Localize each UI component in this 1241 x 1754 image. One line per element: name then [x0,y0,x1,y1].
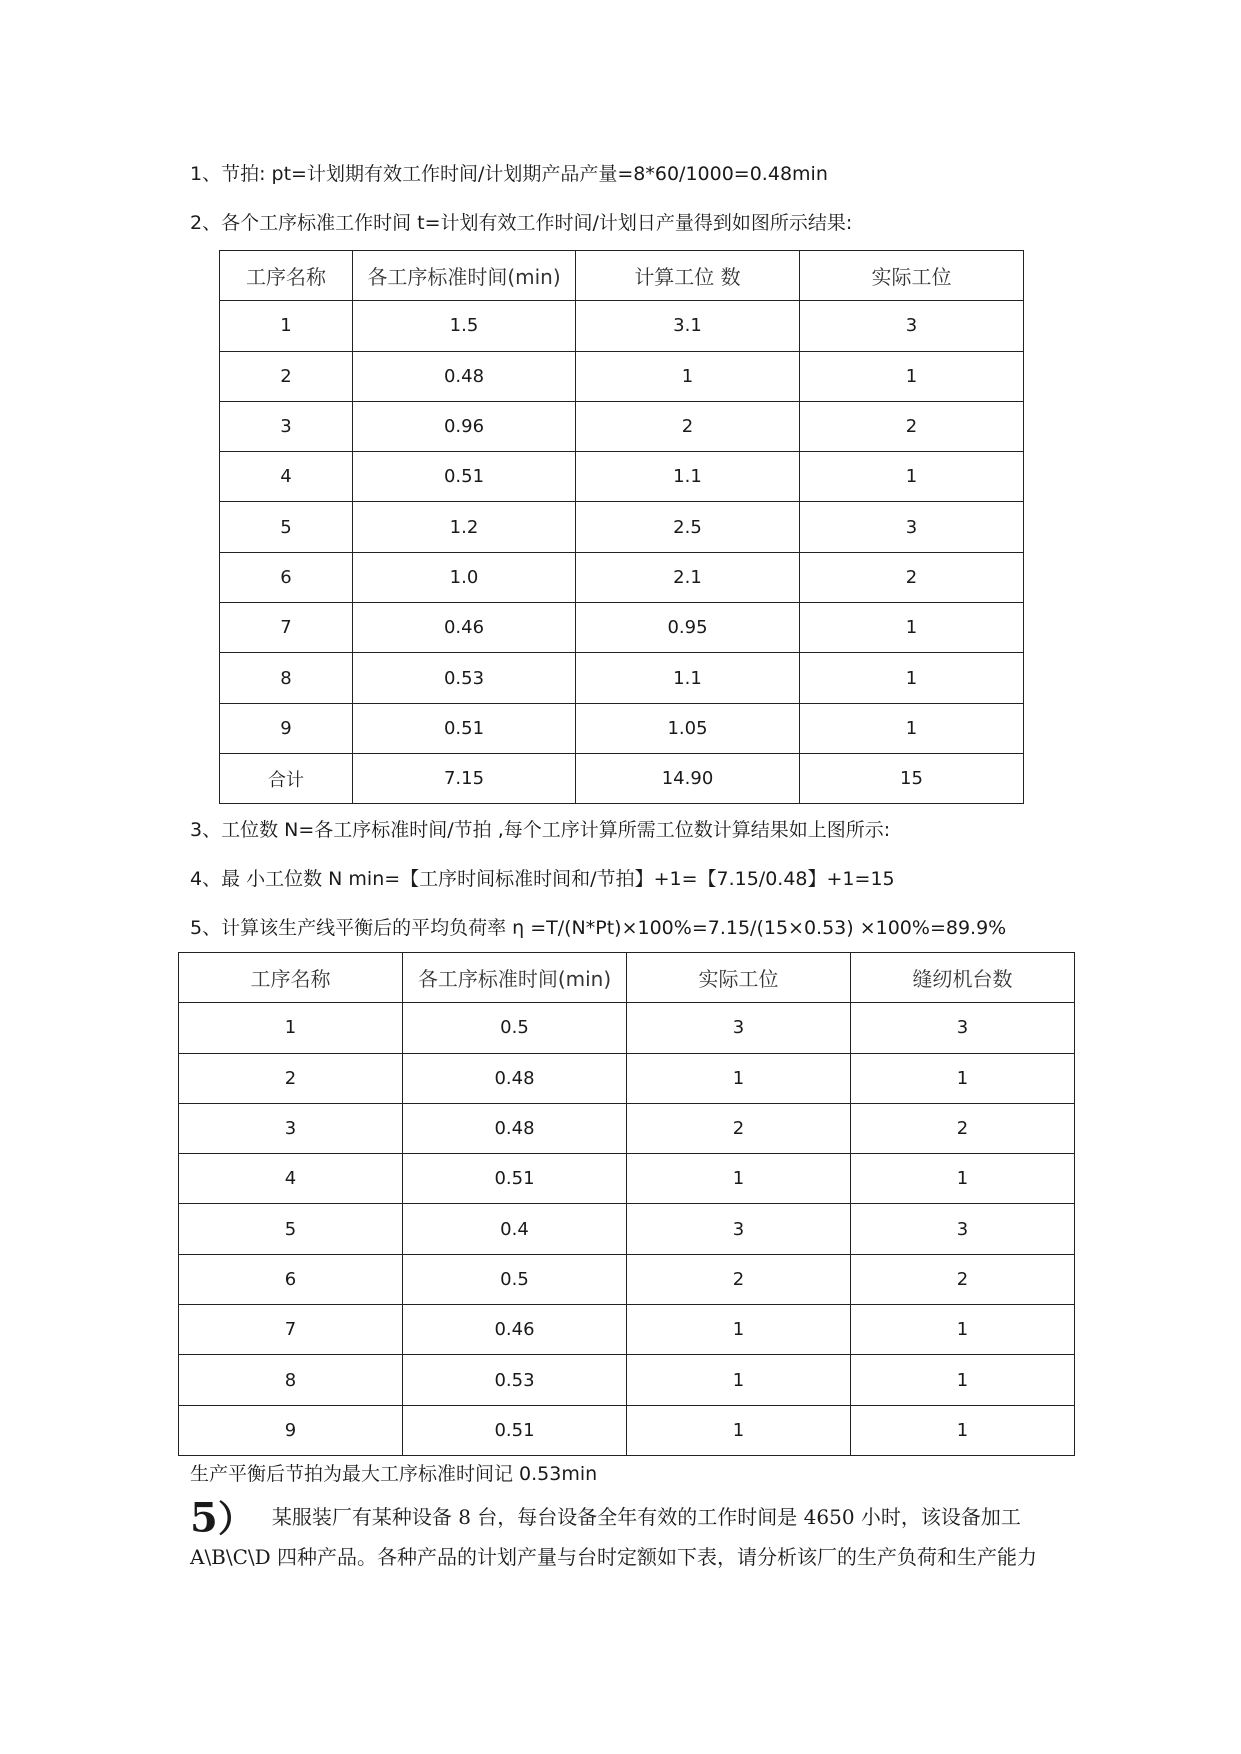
table1-cell: 0.51 [353,703,576,753]
table1-row [220,502,1024,552]
table2-cell: 0.46 [403,1305,627,1355]
table2-cell: 3 [851,1204,1075,1254]
table2-header-cell: 实际工位 [627,953,851,1003]
table1-row [220,452,1024,502]
table1-cell: 9 [220,703,353,753]
table2-cell: 1 [627,1154,851,1204]
table1-cell: 4 [220,452,353,502]
table1-cell: 0.95 [576,603,800,653]
table1-cell: 1 [800,452,1024,502]
table1-cell: 1.5 [353,301,576,351]
table1-cell: 1 [800,653,1024,703]
line-5-load-rate: 5、计算该生产线平衡后的平均负荷率 η =T/(N*Pt)×100%=7.15/(15×0.53) ×100%=89.9% [190,917,1007,939]
table1-cell: 1 [800,603,1024,653]
table1-row [220,703,1024,753]
workstation-table-2 [178,952,1075,1456]
table2-cell: 8 [179,1355,403,1405]
table2-cell: 2 [627,1103,851,1153]
table2-cell: 1 [627,1405,851,1455]
workstation-table-1 [219,250,1024,804]
table1-row [220,753,1024,803]
table1-row [220,301,1024,351]
table2-row [179,1204,1075,1254]
table2-cell: 0.53 [403,1355,627,1405]
table1-cell: 15 [800,753,1024,803]
line-2-standard-time: 2、各个工序标准工作时间 t=计划有效工作时间/计划日产量得到如图所示结果: [190,212,853,234]
table1-header-cell: 实际工位 [800,251,1024,301]
question-5-text-block [190,1494,1070,1576]
table2-header-cell: 各工序标准时间(min) [403,953,627,1003]
table2-cell: 1 [851,1405,1075,1455]
table1-header-cell: 计算工位 数 [576,251,800,301]
table2-row [179,1053,1075,1103]
line-3-workstation-count: 3、工位数 N=各工序标准时间/节拍 ,每个工序计算所需工位数计算结果如上图所示: [190,819,891,841]
table1-header-cell: 工序名称 [220,251,353,301]
question-5-number: 5 [190,1494,218,1542]
table1-cell: 3 [220,401,353,451]
table1-cell: 1 [220,301,353,351]
table2-cell: 0.5 [403,1003,627,1053]
table2-cell: 1 [179,1003,403,1053]
table1-cell: 0.96 [353,401,576,451]
table2-row [179,1305,1075,1355]
table2-header-cell: 工序名称 [179,953,403,1003]
table2-row [179,1154,1075,1204]
table2-cell: 1 [851,1154,1075,1204]
table2-cell: 1 [851,1305,1075,1355]
table2-cell: 2 [179,1053,403,1103]
table2-cell: 6 [179,1254,403,1304]
line-4-min-workstations: 4、最 小工位数 N min=【工序时间标准时间和/节拍】+1=【7.15/0.48】+1=15 [190,868,895,890]
table1-cell: 2 [220,351,353,401]
table1-cell: 3.1 [576,301,800,351]
line-1-takt-time: 1、节拍: pt=计划期有效工作时间/计划期产品产量=8*60/1000=0.48min [190,163,828,185]
table2-cell: 4 [179,1154,403,1204]
table2-row [179,1405,1075,1455]
table1-cell: 3 [800,502,1024,552]
table2-cell: 0.51 [403,1154,627,1204]
table2-cell: 3 [851,1003,1075,1053]
table1-cell: 1.2 [353,502,576,552]
table1-row [220,351,1024,401]
table2-cell: 1 [627,1355,851,1405]
table1-cell: 1.1 [576,653,800,703]
table1-cell: 1 [576,351,800,401]
table2-cell: 0.5 [403,1254,627,1304]
table1-cell: 0.53 [353,653,576,703]
table2-cell: 3 [627,1204,851,1254]
table1-cell: 2.5 [576,502,800,552]
table2-row [179,1103,1075,1153]
table1-row [220,401,1024,451]
table2-cell: 2 [627,1254,851,1304]
table1-cell: 2 [800,401,1024,451]
table1-cell: 8 [220,653,353,703]
table2-cell: 1 [851,1355,1075,1405]
table2-cell: 0.48 [403,1053,627,1103]
table1-row [220,603,1024,653]
table1-cell: 0.51 [353,452,576,502]
table1-row [220,552,1024,602]
table2-cell: 1 [627,1305,851,1355]
table1-cell: 3 [800,301,1024,351]
table2-cell: 2 [851,1103,1075,1153]
table1-cell: 2 [800,552,1024,602]
table2-cell: 2 [851,1254,1075,1304]
table2-cell: 7 [179,1305,403,1355]
table2-cell: 9 [179,1405,403,1455]
line-6-balanced-takt: 生产平衡后节拍为最大工序标准时间记 0.53min [190,1463,598,1485]
table1-cell: 0.48 [353,351,576,401]
table2-row [179,1003,1075,1053]
table1-cell: 5 [220,502,353,552]
table1-row [220,653,1024,703]
question-5 [190,1494,1070,1576]
table1-cell: 1 [800,703,1024,753]
table2-row [179,1355,1075,1405]
table2-cell: 3 [627,1003,851,1053]
table2-cell: 1 [627,1053,851,1103]
question-5-paren: ） [217,1497,254,1540]
question-5-text: 某服装厂有某种设备 8 台，每台设备全年有效的工作时间是 4650 小时，该设备加工 A\B\C\D 四种产品。各种产品的计划产量与台时定额如下表，请分析该厂的生产负荷和生产能力 [190,1505,1038,1569]
table2-header-row [179,953,1075,1003]
table2-row [179,1254,1075,1304]
table1-cell: 7 [220,603,353,653]
table1-cell: 6 [220,552,353,602]
table1-cell: 1.0 [353,552,576,602]
table1-cell: 2 [576,401,800,451]
table1-cell: 1 [800,351,1024,401]
table1-cell: 0.46 [353,603,576,653]
table1-header-row [220,251,1024,301]
table2-cell: 0.4 [403,1204,627,1254]
table2-cell: 0.51 [403,1405,627,1455]
table2-header-cell: 缝纫机台数 [851,953,1075,1003]
table1-cell: 7.15 [353,753,576,803]
table2-cell: 0.48 [403,1103,627,1153]
table2-cell: 3 [179,1103,403,1153]
table1-cell: 合计 [220,753,353,803]
table1-cell: 2.1 [576,552,800,602]
table1-cell: 1.05 [576,703,800,753]
table2-cell: 1 [851,1053,1075,1103]
table2-cell: 5 [179,1204,403,1254]
table1-cell: 1.1 [576,452,800,502]
table1-header-cell: 各工序标准时间(min) [353,251,576,301]
table1-cell: 14.90 [576,753,800,803]
